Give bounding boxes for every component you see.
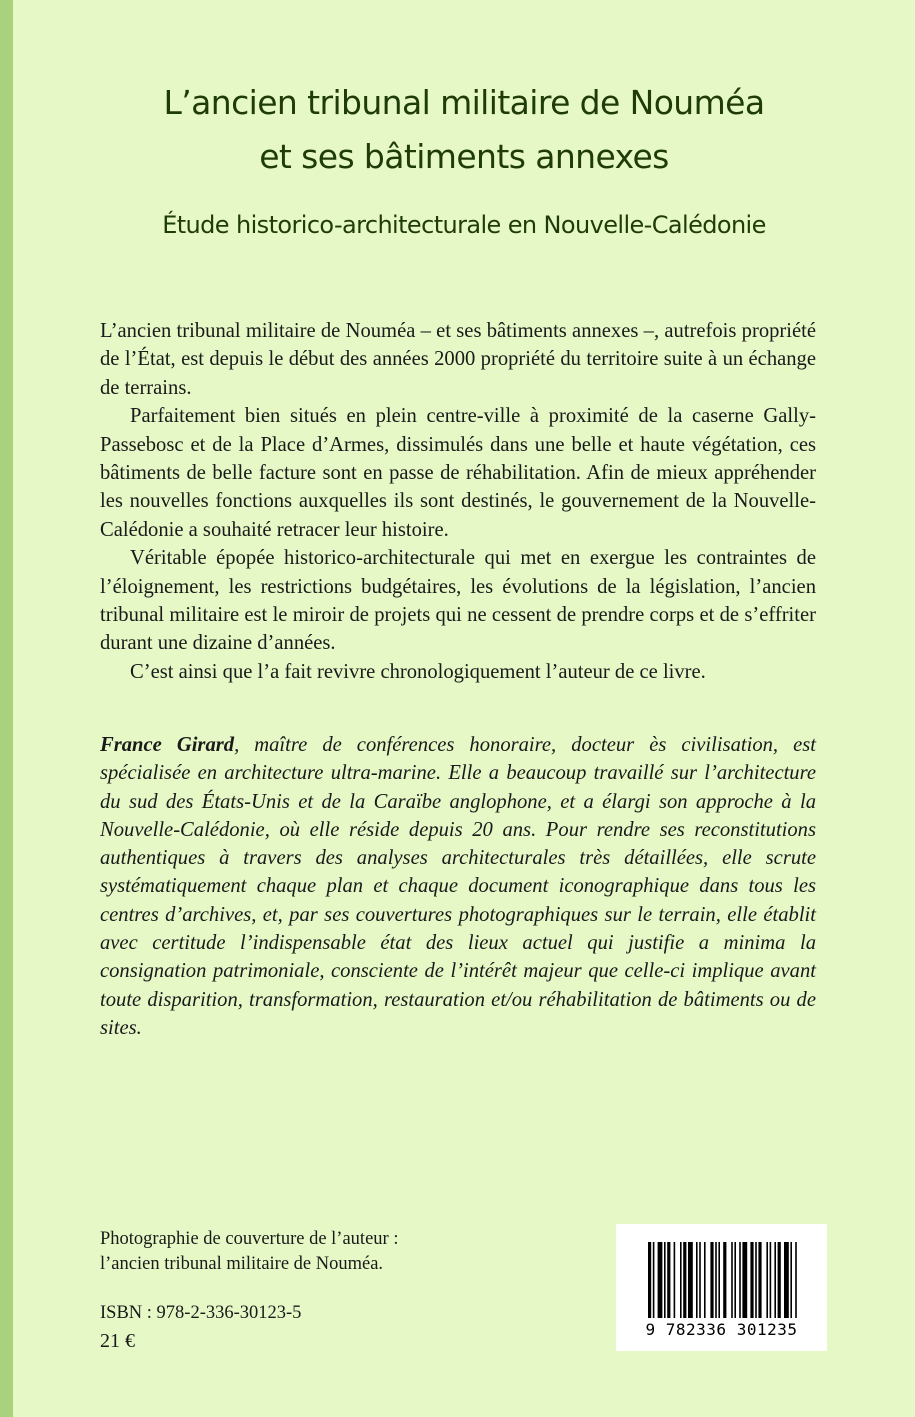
barcode-bar: [683, 1242, 686, 1318]
summary-paragraph: L’ancien tribunal militaire de Nouméa – et ses bâtiments annexes –, autrefois propriété de l’État, est depuis le début des années 2000 propriété du territoire suite à un échange de terrains.: [100, 320, 816, 399]
barcode-bar: [755, 1242, 757, 1318]
author-bio-text: , maître de conférences honoraire, docteur ès civilisation, est spécialisée en architecture ultra-marine. Elle a beaucoup travaillé sur l’architecture du sud des États-Unis et de la Caraïbe anglophone, et a élargi son approche à la Nouvelle-Calédonie, où elle réside depuis 20 ans. Pour rendre ses reconstitutions authentiques à travers des analyses architecturales très détaillées, elle scrute systématiquement chaque plan et chaque document iconographique dans tous les centres d’archives, et, par ses couvertures photographiques sur le terrain, elle établit avec certitude l’indispensable état des lieux actuel qui justifie a minima la consignation patrimoniale, consciente de l’intérêt majeur que celle-ci implique avant toute disparition, transformation, restauration et/ou réhabilitation de bâtiments ou de sites.: [100, 734, 817, 1039]
barcode-bar: [742, 1242, 747, 1318]
barcode-bar: [723, 1242, 726, 1318]
summary-paragraph: Véritable épopée historico-architecturale qui met en exergue les contraintes de l’éloignement, les restrictions budgétaires, les évolutions de la législation, l’ancien tribunal militaire est le miroir de projets qui ne cessent de prendre corps et de s’effriter durant une dizaine d’années.: [100, 547, 816, 655]
book-title-line-1: L’ancien tribunal militaire de Nouméa: [163, 83, 765, 122]
barcode-bar: [715, 1242, 717, 1318]
barcode-bar: [734, 1242, 736, 1318]
barcode-bar: [704, 1242, 706, 1318]
barcode-bar: [699, 1242, 701, 1318]
book-title-line-2: et ses bâtiments annexes: [259, 137, 669, 176]
barcode-bar: [784, 1242, 789, 1318]
barcode-bar: [696, 1242, 698, 1318]
barcode-bar: [778, 1242, 781, 1318]
isbn: ISBN : 978-2-336-30123-5: [100, 1303, 302, 1323]
barcode-bar: [688, 1242, 693, 1318]
barcode-bar: [731, 1242, 733, 1318]
barcode-bar: [718, 1242, 720, 1318]
barcode-bar: [790, 1242, 792, 1318]
barcode-bar: [674, 1242, 676, 1318]
photo-credit-line-1: Photographie de couverture de l’auteur :: [100, 1229, 399, 1249]
photo-credit-line-2: l’ancien tribunal militaire de Nouméa.: [100, 1254, 384, 1274]
barcode-bar: [758, 1242, 761, 1318]
barcode-bar: [648, 1242, 651, 1318]
barcode-bar: [750, 1242, 753, 1318]
summary-paragraph: Parfaitement bien situés en plein centre-ville à proximité de la caserne Gally-Passebosc et de la Place d’Armes, dissimulés dans une belle et haute végétation, ces bâtiments de belle facture sont en passe de réhabilitation. Afin de mieux appréhender les nouvelles fonctions auxquelles ils sont destinés, le gouvernement de la Nouvelle-Calédonie a souhaité retracer leur histoire.: [100, 405, 816, 541]
barcode-bar: [667, 1242, 670, 1318]
barcode-bar: [653, 1242, 655, 1318]
book-subtitle: Étude historico-architecturale en Nouvelle-Calédonie: [162, 211, 766, 239]
price: 21 €: [100, 1330, 135, 1352]
barcode-bar: [664, 1242, 666, 1318]
book-summary: [100, 317, 816, 686]
barcode-bar: [766, 1242, 768, 1318]
author-name: France Girard: [100, 734, 235, 756]
barcode-bars: [616, 1224, 827, 1324]
barcode: [616, 1224, 827, 1351]
barcode-digits: 9 782336 301235: [645, 1320, 798, 1339]
barcode-bar: [658, 1242, 663, 1318]
barcode-bar: [680, 1242, 682, 1318]
barcode-bar: [774, 1242, 776, 1318]
author-bio: [100, 731, 816, 1042]
back-cover: [13, 0, 915, 1417]
barcode-bar: [770, 1242, 772, 1318]
barcode-bar: [795, 1242, 797, 1318]
barcode-bar: [710, 1242, 713, 1318]
spine-strip: [0, 0, 13, 1417]
barcode-bar: [739, 1242, 741, 1318]
photo-credit: [100, 1227, 398, 1277]
summary-paragraph: C’est ainsi que l’a fait revivre chronologiquement l’auteur de ce livre.: [130, 660, 706, 683]
